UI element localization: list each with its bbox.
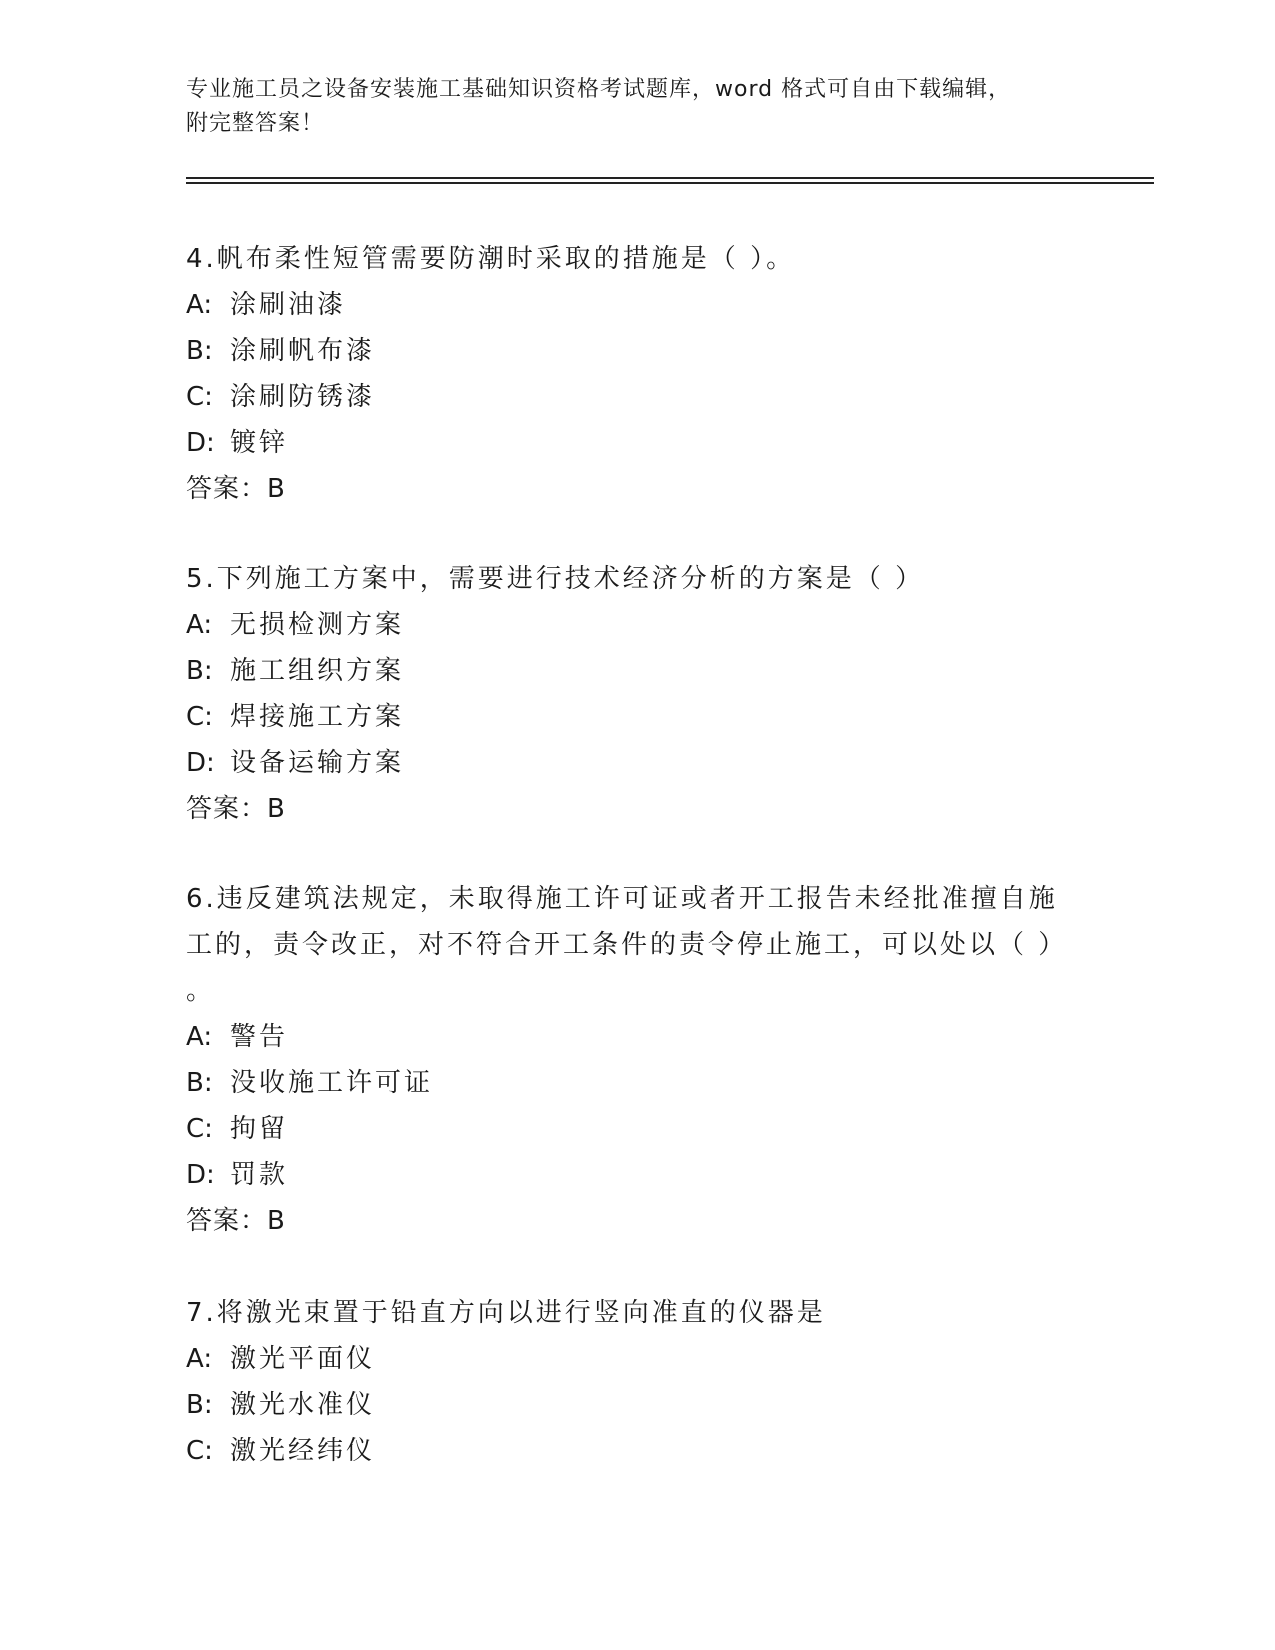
header-line-2: 附完整答案！	[186, 111, 325, 136]
document-header	[186, 73, 1066, 141]
option-letter: A:	[186, 610, 213, 640]
option-letter: B:	[186, 336, 213, 366]
option-letter: B:	[186, 1068, 213, 1098]
option-text: 施工组织方案	[230, 656, 405, 686]
option-c	[186, 374, 1086, 420]
option-text: 拘留	[230, 1114, 289, 1144]
option-letter: A:	[186, 1344, 213, 1374]
header-line-1: 专业施工员之设备安装施工基础知识资格考试题库，word 格式可自由下载编辑，	[186, 77, 1012, 102]
option-a	[186, 1014, 1086, 1060]
option-text: 激光经纬仪	[230, 1436, 376, 1466]
option-text: 警告	[230, 1022, 289, 1052]
option-text: 涂刷防锈漆	[230, 382, 376, 412]
header-divider-bottom	[186, 182, 1154, 184]
answer-line: 答案：B	[186, 474, 286, 504]
question-stem: 7.将激光束置于铅直方向以进行竖向准直的仪器是	[186, 1298, 826, 1328]
answer-line: 答案：B	[186, 794, 286, 824]
option-text: 激光水准仪	[230, 1390, 376, 1420]
option-text: 没收施工许可证	[230, 1068, 434, 1098]
option-letter: D:	[186, 748, 215, 778]
option-text: 设备运输方案	[230, 748, 405, 778]
option-text: 镀锌	[230, 428, 289, 458]
question-stem-line-3: 。	[186, 976, 216, 1006]
option-letter: A:	[186, 1022, 213, 1052]
option-text: 涂刷油漆	[230, 290, 347, 320]
header-divider-top	[186, 177, 1154, 179]
option-a	[186, 602, 1086, 648]
option-text: 罚款	[230, 1160, 289, 1190]
option-text: 涂刷帆布漆	[230, 336, 376, 366]
option-d	[186, 740, 1086, 786]
option-letter: B:	[186, 656, 213, 686]
option-letter: C:	[186, 382, 213, 412]
option-letter: C:	[186, 702, 213, 732]
option-c	[186, 1106, 1086, 1152]
option-a	[186, 282, 1086, 328]
option-text: 焊接施工方案	[230, 702, 405, 732]
option-d	[186, 420, 1086, 466]
question-7	[186, 1290, 1086, 1474]
option-b	[186, 1382, 1086, 1428]
option-text: 无损检测方案	[230, 610, 405, 640]
option-letter: D:	[186, 428, 215, 458]
question-6	[186, 876, 1086, 1244]
option-letter: D:	[186, 1160, 215, 1190]
question-4	[186, 236, 1086, 512]
option-text: 激光平面仪	[230, 1344, 376, 1374]
option-b	[186, 328, 1086, 374]
option-d	[186, 1152, 1086, 1198]
option-letter: B:	[186, 1390, 213, 1420]
question-5	[186, 556, 1086, 832]
question-stem-line-1: 6.违反建筑法规定，未取得施工许可证或者开工报告未经批准擅自施	[186, 884, 1058, 914]
option-a	[186, 1336, 1086, 1382]
option-letter: A:	[186, 290, 213, 320]
question-stem-line-2: 工的，责令改正，对不符合开工条件的责令停止施工，可以处以（ ）	[186, 930, 1068, 960]
option-letter: C:	[186, 1114, 213, 1144]
answer-line: 答案：B	[186, 1206, 286, 1236]
option-letter: C:	[186, 1436, 213, 1466]
option-c	[186, 1428, 1086, 1474]
question-stem: 4.帆布柔性短管需要防潮时采取的措施是（ ）。	[186, 244, 796, 274]
option-b	[186, 648, 1086, 694]
option-b	[186, 1060, 1086, 1106]
option-c	[186, 694, 1086, 740]
question-stem: 5.下列施工方案中，需要进行技术经济分析的方案是（ ）	[186, 564, 925, 594]
